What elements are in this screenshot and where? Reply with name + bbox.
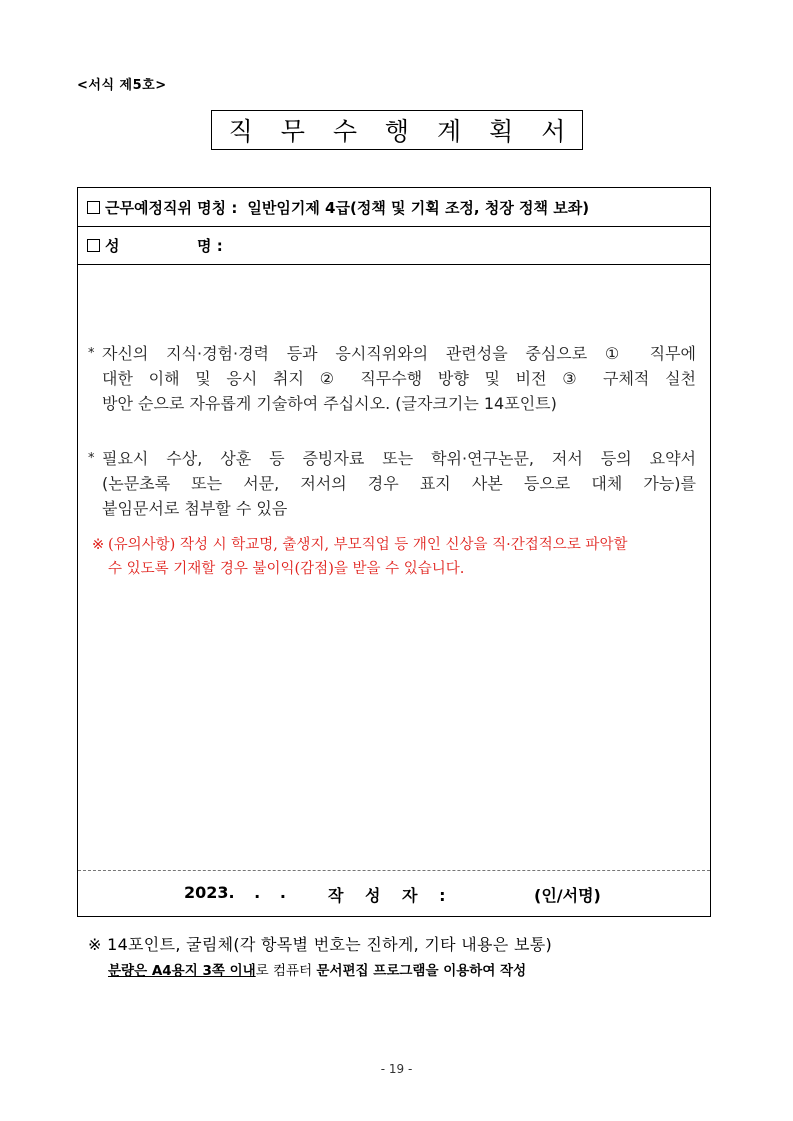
footnote-mid-text: 로 컴퓨터: [255, 963, 317, 979]
guide-line: 대한 이해 및 응시 취지 ② 직무수행 방향 및 비전 ③ 구체적 실천: [102, 369, 696, 388]
caution-notice: [92, 533, 702, 581]
notice-line: 수 있도록 기재할 경우 불이익(감점)을 받을 수 있습니다.: [108, 561, 465, 577]
guide-item: [88, 446, 696, 521]
position-label: 근무예정직위 명칭 :: [105, 198, 238, 217]
name-row: [78, 227, 710, 265]
guide-bullet: *: [88, 451, 95, 466]
position-checkbox-icon: [87, 201, 100, 214]
program-text: 문서편집 프로그램을 이용하여 작성: [316, 963, 527, 979]
writer-label: 작 성 자 :: [328, 886, 454, 905]
guide-line: 붙임문서로 첨부할 수 있음: [102, 499, 288, 518]
page-limit-text: 분량은 A4용지 3쪽 이내: [108, 963, 256, 979]
position-row: [78, 188, 710, 227]
name-checkbox-icon: [87, 239, 100, 252]
reference-mark-icon: ※: [92, 537, 105, 553]
guide-item: [88, 341, 696, 416]
form-table: [77, 187, 711, 917]
guide-line: 방안 순으로 자유롭게 기술하여 주십시오. (글자크기는 14포인트): [102, 394, 557, 413]
position-value: 일반임기제 4급(정책 및 기획 조정, 청장 정책 보좌): [247, 198, 590, 217]
signature-row: [78, 871, 710, 915]
page-number: - 19 -: [380, 1062, 413, 1076]
seal-signature-label: (인/서명): [534, 886, 601, 905]
document-title-box: [211, 110, 583, 150]
document-title: 직 무 수 행 계 획 서: [228, 117, 576, 146]
signature-date: 2023. . .: [184, 883, 286, 902]
notice-line: (유의사항) 작성 시 학교명, 출생지, 부모직업 등 개인 신상을 직·간접적으로 파악할: [108, 537, 628, 553]
guide-line: 자신의 지식·경험·경력 등과 응시직위와의 관련성을 중심으로 ① 직무에: [102, 344, 696, 363]
footnote-line-2: [88, 958, 552, 984]
footnote-line-1: ※ 14포인트, 굴림체(각 항목별 번호는 진하게, 기타 내용은 보통): [88, 935, 552, 954]
guide-bullet: *: [88, 346, 95, 361]
name-label-right: 명 :: [197, 237, 223, 255]
form-number-label: <서식 제5호>: [77, 78, 167, 93]
guide-line: (논문초록 또는 서문, 저서의 경우 표지 사본 등으로 대체 가능)를: [102, 474, 696, 493]
footnote: [88, 932, 552, 984]
name-label-left: 성: [105, 237, 120, 255]
guide-line: 필요시 수상, 상훈 등 증빙자료 또는 학위·연구논문, 저서 등의 요약서: [102, 449, 696, 468]
